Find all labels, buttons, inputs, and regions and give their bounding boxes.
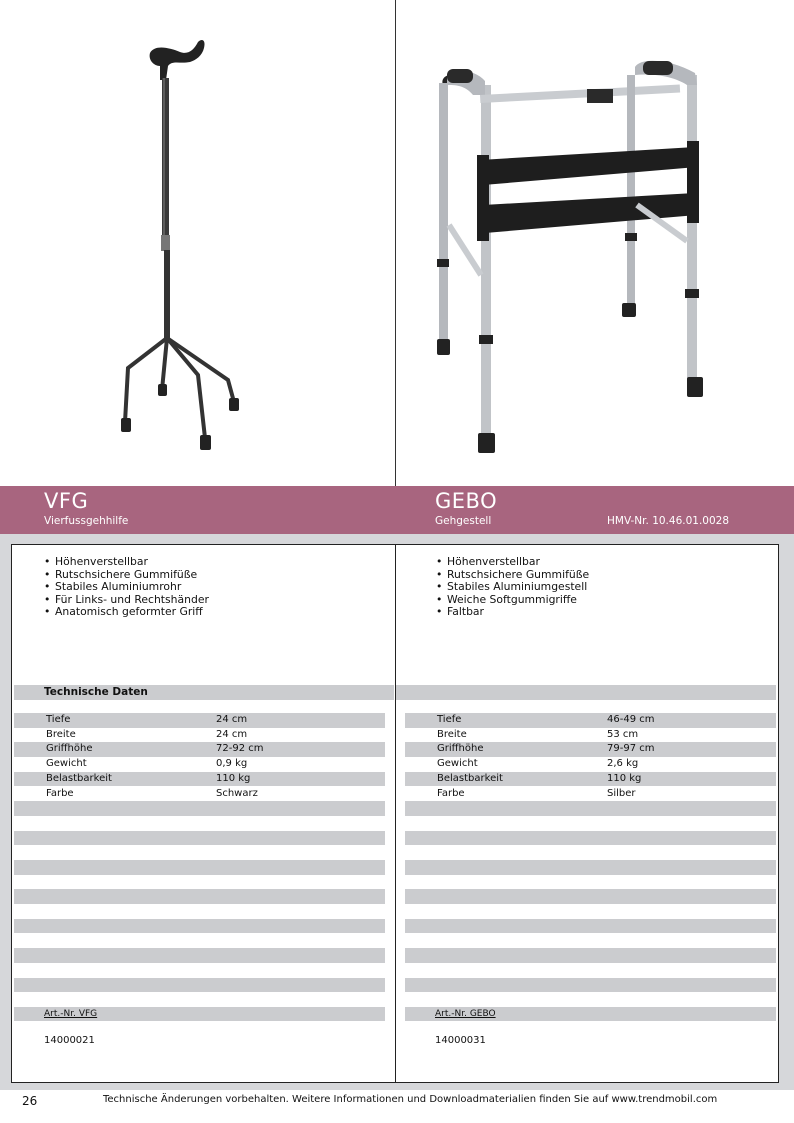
right-feature-list [436,556,589,619]
empty-table-row [14,978,385,993]
spec-label: Breite [437,728,467,740]
empty-table-row [14,860,385,875]
spec-value: 0,9 kg [216,758,248,770]
empty-table-row [405,831,776,846]
spec-value: 24 cm [216,714,248,725]
empty-table-row [14,845,385,860]
empty-table-row [14,816,385,831]
table-row [14,728,385,743]
spec-label: Belastbarkeit [437,772,503,784]
table-row [14,787,385,802]
spec-label: Griffhöhe [437,743,484,755]
right-product-name: GEBO [435,489,498,513]
empty-table-row [14,889,385,904]
table-row [405,742,776,757]
spec-label: Tiefe [46,714,71,725]
quad-cane-image [110,30,260,460]
empty-table-row [405,801,776,816]
empty-table-row [14,948,385,963]
hmv-number: HMV-Nr. 10.46.01.0028 [607,515,730,527]
spec-value: Silber [607,787,636,799]
spec-label: Griffhöhe [46,743,93,755]
spec-value: Schwarz [216,787,258,799]
empty-table-row [405,992,776,1007]
walking-frame-image [425,55,720,460]
list-item: • Höhenverstellbar [436,556,589,569]
empty-table-row [405,963,776,978]
list-item: • Anatomisch geformter Griff [44,606,209,619]
empty-table-row [14,801,385,816]
spec-label: Farbe [46,787,74,799]
table-row [14,742,385,757]
empty-table-row [405,948,776,963]
empty-table-row [14,875,385,890]
table-row [405,713,776,728]
right-product-subtitle: Gehgestell [435,515,492,527]
spec-label: Farbe [437,787,465,799]
empty-table-row [405,904,776,919]
spec-value: 110 kg [216,772,251,784]
list-item: • Stabiles Aluminiumrohr [44,581,209,594]
empty-table-row [14,963,385,978]
spec-label: Belastbarkeit [46,772,112,784]
spec-value: 24 cm [216,728,248,740]
list-item: • Rutschsichere Gummifüße [44,569,209,582]
left-feature-list [44,556,209,619]
list-item: • Für Links- und Rechtshänder [44,594,209,607]
empty-table-row [405,875,776,890]
left-art-label: Art.-Nr. VFG [44,1009,98,1019]
empty-table-row [14,934,385,949]
right-art-label: Art.-Nr. GEBO [435,1009,496,1019]
empty-table-row [405,860,776,875]
list-item: • Stabiles Aluminiumgestell [436,581,589,594]
empty-table-row [405,845,776,860]
spec-label: Tiefe [437,714,462,725]
empty-table-row [14,992,385,1007]
list-item: • Höhenverstellbar [44,556,209,569]
table-row [405,728,776,743]
list-item: • Faltbar [436,606,589,619]
list-item: • Rutschsichere Gummifüße [436,569,589,582]
panel-divider [395,544,396,1083]
empty-table-row [405,978,776,993]
product-banner [0,486,794,534]
table-row [14,757,385,772]
tech-data-header-bar [396,685,776,700]
left-product-name: VFG [44,489,89,513]
empty-table-row [405,919,776,934]
table-row [405,757,776,772]
spec-value: 46-49 cm [607,714,655,725]
empty-table-row [14,904,385,919]
table-row [14,713,385,728]
left-product-subtitle: Vierfussgehhilfe [44,515,129,527]
image-divider [395,0,396,486]
empty-table-row [405,816,776,831]
table-row [405,772,776,787]
page-number: 26 [22,1094,38,1108]
empty-table-row [14,919,385,934]
spec-value: 2,6 kg [607,758,639,770]
spec-label: Breite [46,728,76,740]
spec-label: Gewicht [437,758,478,770]
empty-table-row [405,934,776,949]
spec-value: 79-97 cm [607,743,655,755]
right-art-number: 14000031 [435,1035,486,1046]
spec-label: Gewicht [46,758,87,770]
left-art-number: 14000021 [44,1035,95,1046]
spec-value: 53 cm [607,728,639,740]
empty-table-row [14,831,385,846]
tech-data-title: Technische Daten [44,686,148,698]
footer-note: Technische Änderungen vorbehalten. Weitere Informationen und Downloadmaterialien finden Sie auf www.trendmobil.com [103,1094,718,1105]
table-row [14,772,385,787]
list-item: • Weiche Softgummigriffe [436,594,589,607]
empty-table-row [405,889,776,904]
spec-value: 110 kg [607,772,642,784]
table-row [405,787,776,802]
spec-value: 72-92 cm [216,743,264,755]
